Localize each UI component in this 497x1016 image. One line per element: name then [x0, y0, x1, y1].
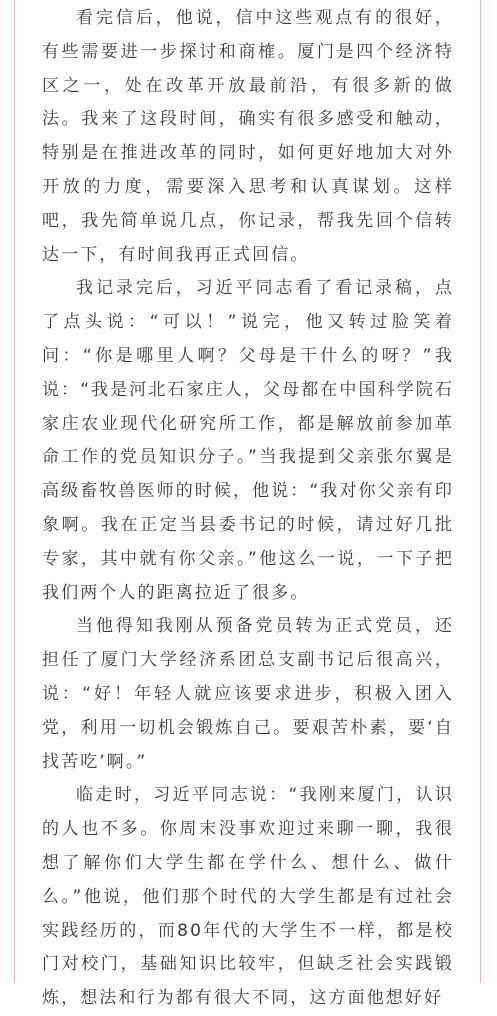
paragraph: 临走时，习近平同志说：“我刚来厦门，认识的人也不多。你周末没事欢迎过来聊一聊，我很想了解你们大学生都在学什么、想什么、做什么。”他说，他们那个时代的大学生都是有过社会实践经历的，而80年代的大学生不一样，都是校门对校门，基础知识比较牢，但缺乏社会实践锻炼，想法和行为都有很大不同，这方面他想好好: [42, 785, 454, 1009]
paragraph: 我记录完后，习近平同志看了看记录稿，点了点头说：“可以！”说完，他又转过脸笑着问：“你是哪里人啊？父母是干什么的呀？”我说：“我是河北石家庄人，父母都在中国科学院石家庄农业现代化研究所工作，都是解放前参加革命工作的党员知识分子。”当我提到父亲张尔翼是高级畜牧兽医师的时候，他说：“我对你父亲有印象啊。我在正定当县委书记的时候，请过好几批专家，其中就有你父亲。”他这么一说，一下子把我们两个人的距离拉近了很多。: [42, 278, 455, 603]
paragraph: 看完信后，他说，信中这些观点有的很好，有些需要进一步探讨和商榷。厦门是四个经济特区之一，处在改革开放最前沿，有很多新的做法。我来了这段时间，确实有很多感受和触动，特别是在推进改革的同时，如何更好地加大对外开放的力度，需要深入思考和认真谋划。这样吧，我先简单说几点，你记录，帮我先回个信转达一下，有时间我再正式回信。: [42, 8, 454, 265]
article-body: [42, 2, 454, 1016]
paragraph: 当他得知我刚从预备党员转为正式党员，还担任了厦门大学经济系团总支副书记后很高兴，说：“好！年轻人就应该要求进步，积极入团入党，利用一切机会锻炼自己。要艰苦朴素，要‘自找苦吃’啊。”: [42, 616, 454, 772]
